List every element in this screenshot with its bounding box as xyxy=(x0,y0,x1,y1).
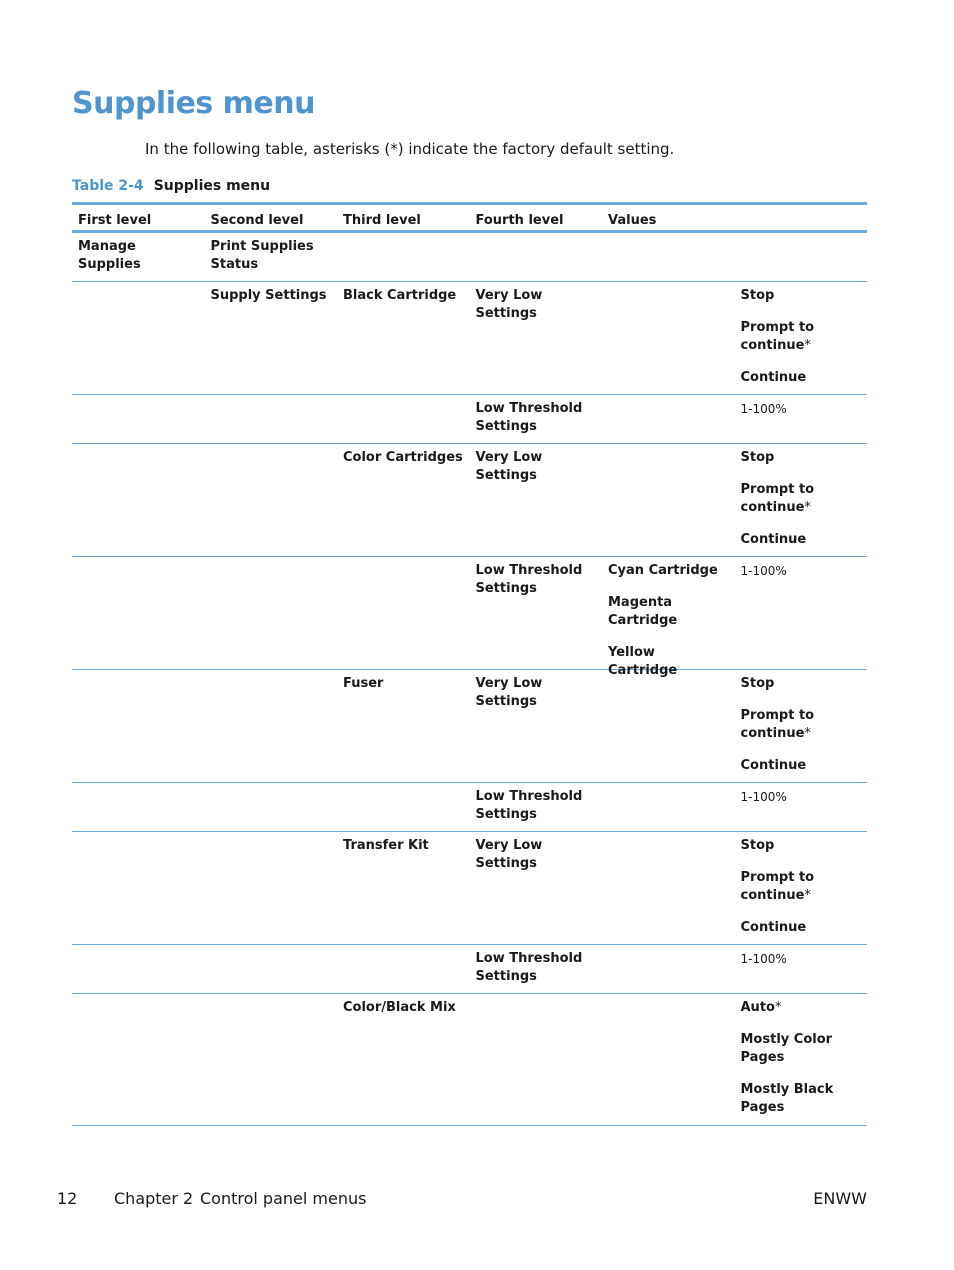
table-cell: Low Threshold Settings xyxy=(475,563,583,596)
cell-value: Stop xyxy=(740,838,775,853)
table-cell xyxy=(72,994,205,1125)
cell-value: Stop xyxy=(740,676,775,691)
table-cell xyxy=(72,282,205,394)
table-cell xyxy=(735,832,868,944)
table-cell xyxy=(735,557,868,669)
table-row xyxy=(72,832,867,945)
intro-text: In the following table, asterisks (*) indicate the factory default setting. xyxy=(145,140,675,158)
page-title: Supplies menu xyxy=(72,86,315,121)
table-cell: Fuser xyxy=(343,676,384,691)
table-caption-label: Table 2-4 xyxy=(72,178,144,194)
table-row xyxy=(72,783,867,832)
table-cell: Transfer Kit xyxy=(343,838,429,853)
footer-chapter-title: Control panel menus xyxy=(200,1189,367,1208)
cell-value: 1-100% xyxy=(740,564,787,578)
table-cell: Manage Supplies xyxy=(78,239,141,272)
table-cell xyxy=(735,233,868,281)
table-cell: Print Supplies Status xyxy=(210,239,314,272)
column-header: Second level xyxy=(210,213,304,228)
table-cell xyxy=(602,395,735,443)
table-caption xyxy=(72,178,270,194)
footer-doc-code: ENWW xyxy=(813,1189,867,1208)
table-row xyxy=(72,233,867,282)
table-row xyxy=(72,282,867,395)
table-cell xyxy=(205,832,338,944)
table-cell xyxy=(602,832,735,944)
cell-value: Mostly Color Pages xyxy=(740,1032,833,1065)
table-row xyxy=(72,994,867,1126)
table-cell xyxy=(602,945,735,993)
table-cell: Low Threshold Settings xyxy=(475,401,583,434)
table-cell xyxy=(337,395,470,443)
table-cell xyxy=(602,557,735,678)
cell-value: Continue xyxy=(740,758,807,773)
column-header: Third level xyxy=(343,213,421,228)
table-cell: Color Cartridges xyxy=(343,450,463,465)
table-cell: Low Threshold Settings xyxy=(475,951,583,984)
table-cell xyxy=(337,233,470,281)
cell-value: Continue xyxy=(740,370,807,385)
table-cell: Black Cartridge xyxy=(343,288,457,303)
table-caption-title: Supplies menu xyxy=(153,178,271,194)
table-cell xyxy=(602,233,735,281)
table-cell xyxy=(735,670,868,782)
cell-value: Cyan Cartridge xyxy=(608,563,718,578)
cell-value: Yellow Cartridge xyxy=(608,645,678,678)
table-cell: Very Low Settings xyxy=(475,676,543,709)
cell-value: Prompt to continue* xyxy=(740,320,815,353)
cell-value: Stop xyxy=(740,288,775,303)
table-row xyxy=(72,444,867,557)
cell-value: Continue xyxy=(740,920,807,935)
table-cell xyxy=(602,670,735,782)
cell-value: 1-100% xyxy=(740,402,787,416)
table-cell xyxy=(602,282,735,394)
table-cell xyxy=(337,557,470,669)
table-cell: Very Low Settings xyxy=(475,838,543,871)
table-cell xyxy=(72,557,205,669)
table-cell xyxy=(602,444,735,556)
cell-value: Prompt to continue* xyxy=(740,870,815,903)
table-cell xyxy=(72,945,205,993)
table-cell xyxy=(205,670,338,782)
table-cell xyxy=(735,282,868,394)
cell-value: Auto* xyxy=(740,1000,782,1015)
page-number: 12 xyxy=(57,1189,78,1208)
supplies-menu-table xyxy=(72,202,867,1126)
table-row xyxy=(72,557,867,678)
table-cell xyxy=(735,783,868,831)
cell-value: Prompt to continue* xyxy=(740,482,815,515)
cell-value: Prompt to continue* xyxy=(740,708,815,741)
table-cell xyxy=(205,783,338,831)
table-cell: Supply Settings xyxy=(210,288,327,303)
table-cell xyxy=(735,994,868,1125)
table-header-row xyxy=(72,202,867,233)
table-cell xyxy=(205,444,338,556)
table-cell xyxy=(337,783,470,831)
footer-chapter: Chapter 2 xyxy=(114,1189,194,1208)
cell-value: 1-100% xyxy=(740,790,787,804)
table-cell: Low Threshold Settings xyxy=(475,789,583,822)
column-header xyxy=(735,205,868,230)
table-cell xyxy=(470,233,603,281)
table-cell xyxy=(72,783,205,831)
table-cell xyxy=(72,444,205,556)
table-cell: Very Low Settings xyxy=(475,288,543,321)
table-cell: Color/Black Mix xyxy=(343,1000,456,1015)
table-cell xyxy=(205,395,338,443)
column-header: Values xyxy=(608,213,657,228)
table-cell xyxy=(735,945,868,993)
column-header: Fourth level xyxy=(475,213,564,228)
table-cell xyxy=(735,444,868,556)
table-cell xyxy=(735,395,868,443)
table-cell xyxy=(205,945,338,993)
table-row xyxy=(72,670,867,783)
cell-value: Magenta Cartridge xyxy=(608,595,678,628)
table-cell xyxy=(602,994,735,1125)
table-cell xyxy=(72,670,205,782)
table-cell xyxy=(470,994,603,1125)
cell-value: 1-100% xyxy=(740,952,787,966)
table-cell xyxy=(205,557,338,669)
table-cell xyxy=(337,945,470,993)
cell-value: Continue xyxy=(740,532,807,547)
cell-value: Stop xyxy=(740,450,775,465)
cell-value: Mostly Black Pages xyxy=(740,1082,834,1115)
table-row xyxy=(72,395,867,444)
table-cell xyxy=(72,832,205,944)
table-row xyxy=(72,945,867,994)
table-cell xyxy=(72,395,205,443)
table-cell xyxy=(205,994,338,1125)
table-body xyxy=(72,233,867,1126)
table-cell: Very Low Settings xyxy=(475,450,543,483)
column-header: First level xyxy=(78,213,152,228)
table-cell xyxy=(602,783,735,831)
